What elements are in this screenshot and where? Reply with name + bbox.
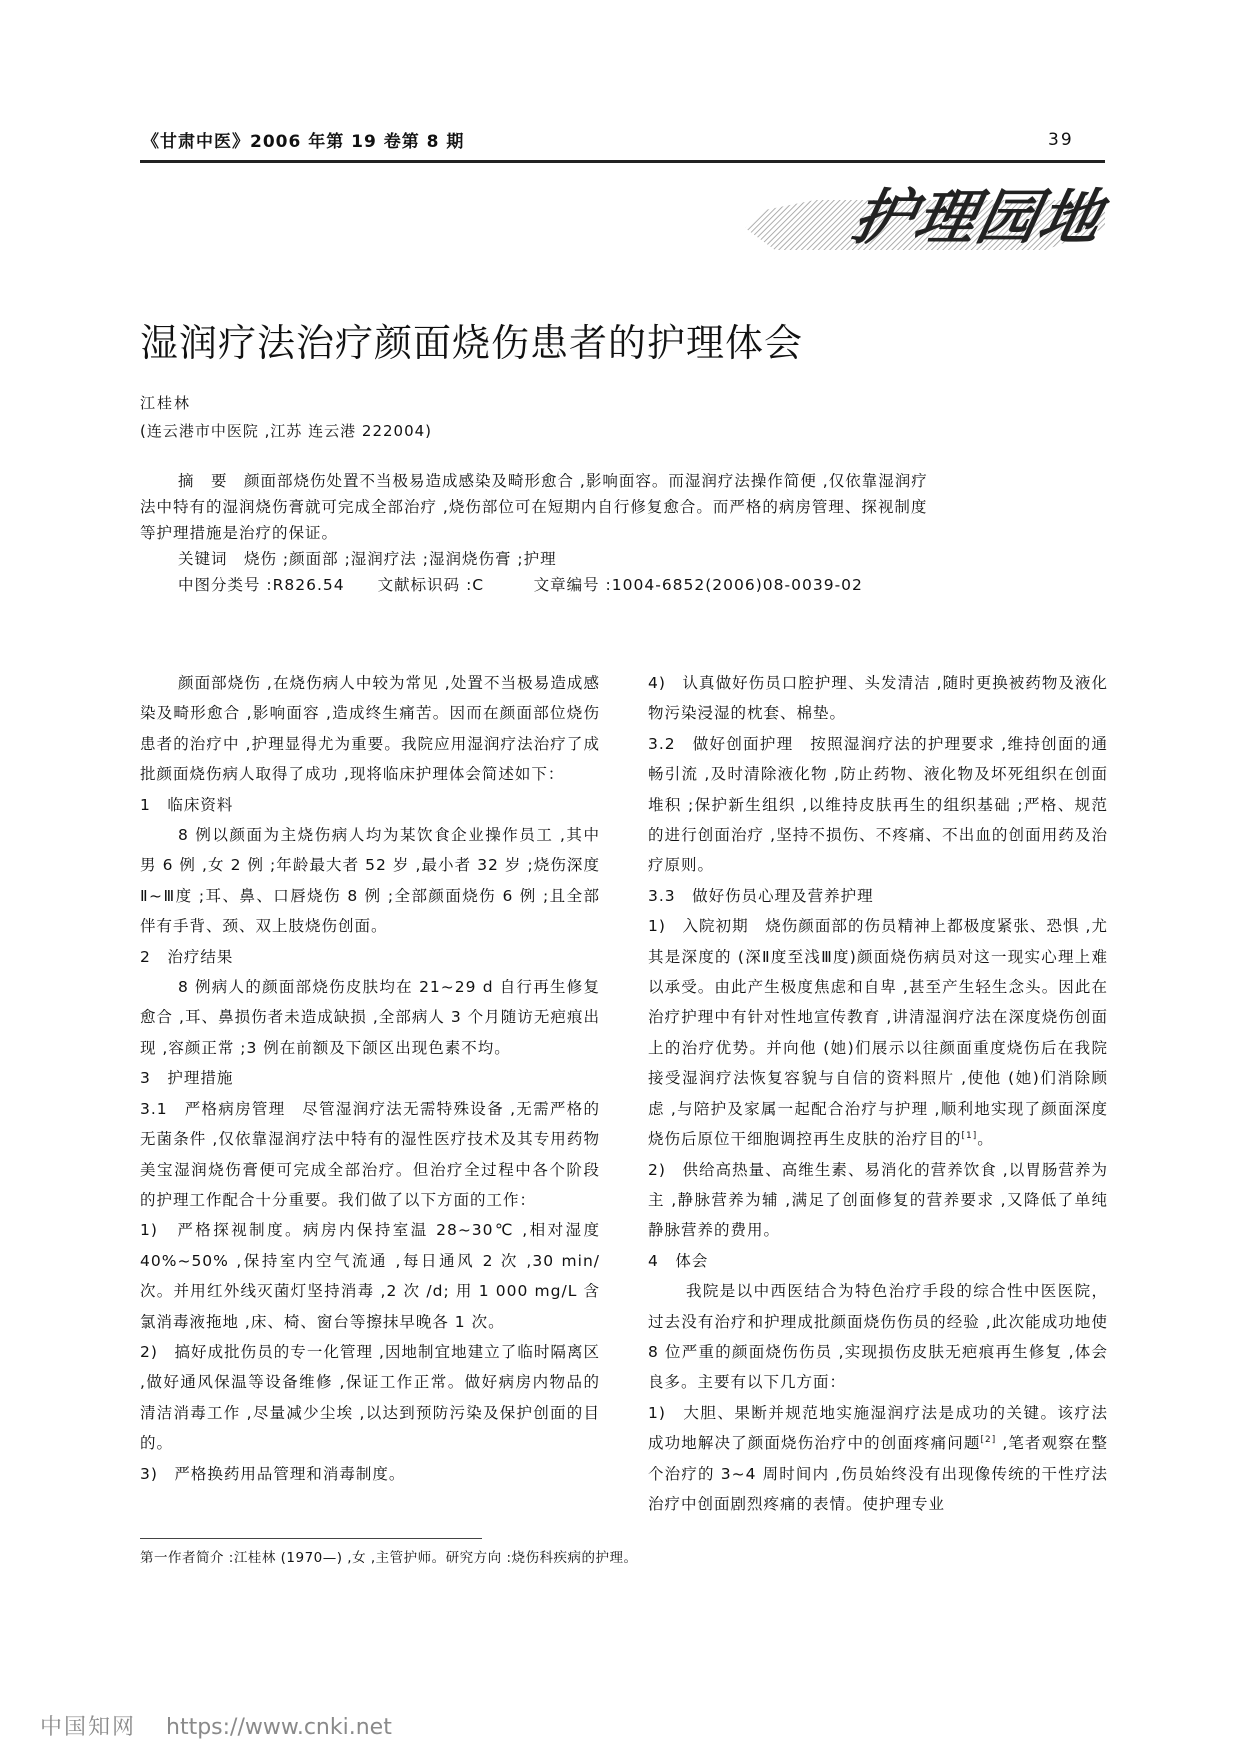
left-column <box>140 668 600 1489</box>
footnote-rule <box>140 1538 482 1539</box>
section-title: 护理园地 <box>846 183 1110 253</box>
abstract-block <box>140 468 940 598</box>
citation-ref: [1] <box>961 1130 978 1141</box>
abstract-text: 摘 要 颜面部烧伤处置不当极易造成感染及畸形愈合 ,影响面容。而湿润疗法操作简便 ,仅依靠湿润疗法中特有的湿润烧伤膏就可完成全部治疗 ,烧伤部位可在短期内自行修复愈合。而严格的病房管理、探视制度等护理措施是治疗的保证。 <box>140 472 928 542</box>
paragraph: 8 例病人的颜面部烧伤皮肤均在 21~29 d 自行再生修复愈合 ,耳、鼻损伤者未造成缺损 ,全部病人 3 个月随访无疤痕出现 ,容颜正常 ;3 例在前额及下颌区出现色素不均。 <box>140 978 600 1057</box>
page-number: 39 <box>1048 130 1074 150</box>
paragraph: 2) 供给高热量、高维生素、易消化的营养饮食 ,以胃肠营养为主 ,静脉营养为辅 ,满足了创面修复的营养要求 ,又降低了单纯静脉营养的费用。 <box>648 1160 1108 1240</box>
right-column <box>648 668 1108 1519</box>
watermark-site-name: 中国知网 <box>40 1715 137 1740</box>
section-heading: 4 体会 <box>648 1251 709 1270</box>
paragraph <box>648 1398 1108 1520</box>
watermark-url: https://www.cnki.net <box>166 1715 392 1740</box>
section-heading: 2 治疗结果 <box>140 947 234 966</box>
paragraph: 4) 认真做好伤员口腔护理、头发清洁 ,随时更换被药物及液化物污染浸湿的枕套、棉垫。 <box>648 674 1108 723</box>
header-rule <box>140 160 1105 163</box>
paragraph-end: ,笔者观察在整个治疗的 3~4 周时间内 ,伤员始终没有出现像传统的干性疗法治疗中创面剧烈疼痛的表情。使护理专业 <box>648 1434 1108 1513</box>
paragraph: 3.2 做好创面护理 按照湿润疗法的护理要求 ,维持创面的通畅引流 ,及时清除液化物 ,防止药物、液化物及坏死组织在创面堆积 ;保护新生组织 ,以维持皮肤再生的组织基础 ;严格、规范的进行创面治疗 ,坚持不损伤、不疼痛、不出血的创面用药及治疗原则。 <box>648 734 1108 875</box>
section-banner <box>745 170 1110 282</box>
article-title: 湿润疗法治疗颜面烧伤患者的护理体会 <box>140 321 804 365</box>
citation-ref: [2] <box>980 1435 997 1445</box>
section-heading: 3.3 做好伤员心理及营养护理 <box>648 886 874 905</box>
paragraph: 3) 严格换药用品管理和消毒制度。 <box>140 1464 406 1483</box>
paragraph <box>648 911 1108 1154</box>
keywords: 关键词 烧伤 ;颜面部 ;湿润疗法 ;湿润烧伤膏 ;护理 <box>178 550 557 568</box>
paragraph: 8 例以颜面为主烧伤病人均为某饮食企业操作员工 ,其中男 6 例 ,女 2 例 ;年龄最大者 52 岁 ,最小者 32 岁 ;烧伤深度Ⅱ~Ⅲ度 ;耳、鼻、口唇烧伤 8 例 ;全部颜面烧伤 6 例 ;且全部伴有手背、颈、双上肢烧伤创面。 <box>140 826 600 936</box>
section-heading: 3 护理措施 <box>140 1069 234 1088</box>
paragraph: 颜面部烧伤 ,在烧伤病人中较为常见 ,处置不当极易造成感染及畸形愈合 ,影响面容 ,造成终生痛苦。因而在颜面部位烧伤患者的治疗中 ,护理显得尤为重要。我院应用湿润疗法治疗了成批颜面烧伤病人取得了成功 ,现将临床护理体会简述如下： <box>140 674 600 784</box>
author-affiliation: (连云港市中医院 ,江苏 连云港 222004) <box>140 422 433 440</box>
paragraph: 3.1 严格病房管理 尽管湿润疗法无需特殊设备 ,无需严格的无菌条件 ,仅依靠湿润疗法中特有的湿性医疗技术及其专用药物美宝湿润烧伤膏便可完成全部治疗。但治疗全过程中各个阶段的护理工作配合十分重要。我们做了以下方面的工作： <box>140 1099 600 1209</box>
paragraph-text: 1) 入院初期 烧伤颜面部的伤员精神上都极度紧张、恐惧 ,尤其是深度的 (深Ⅱ度至浅Ⅲ度)颜面烧伤病员对这一现实心理上难以承受。由此产生极度焦虑和自卑 ,甚至产生轻生念头。因此在治疗护理中有针对性地宣传教育 ,讲清湿润疗法在深度烧伤创面上的治疗优势。并向他 (她)们展示以往颜面重度烧伤后在我院接受湿润疗法恢复容貌与自信的资料照片 ,使他 (她)们消除顾虑 ,与陪护及家属一起配合治疗与护理 ,顺利地实现了颜面深度烧伤后原位干细胞调控再生皮肤的治疗目的 <box>648 917 1108 1149</box>
paragraph-text: 1) 大胆、果断并规范地实施湿润疗法是成功的关键。该疗法成功地解决了颜面烧伤治疗中的创面疼痛问题 <box>648 1403 1108 1453</box>
paragraph-end: 。 <box>977 1130 994 1149</box>
author-name: 江桂林 <box>140 394 192 412</box>
classification-line: 中图分类号 :R826.54 文献标识码 :C 文章编号 :1004-6852(2006)08-0039-02 <box>178 576 863 594</box>
author-footnote: 第一作者简介 :江桂林 (1970—) ,女 ,主管护师。研究方向 :烧伤科疾病的护理。 <box>140 1550 638 1566</box>
paragraph: 1) 严格探视制度。病房内保持室温 28~30℃ ,相对湿度 40%~50% ,保持室内空气流通 ,每日通风 2 次 ,30 min/次。并用红外线灭菌灯坚持消毒 ,2 次 /d; 用 1 000 mg/L 含氯消毒液拖地 ,床、椅、窗台等擦抹早晚各 1 次。 <box>140 1221 600 1331</box>
section-heading: 1 临床资料 <box>140 795 234 814</box>
paragraph: 2) 搞好成批伤员的专一化管理 ,因地制宜地建立了临时隔离区 ,做好通风保温等设备维修 ,保证工作正常。做好病房内物品的清洁消毒工作 ,尽量减少尘埃 ,以达到预防污染及保护创面的目的。 <box>140 1342 600 1453</box>
site-watermark <box>40 1710 392 1741</box>
journal-header: 《甘肃中医》2006 年第 19 卷第 8 期 <box>142 132 465 152</box>
paragraph: 我院是以中西医结合为特色治疗手段的综合性中医医院，过去没有治疗和护理成批颜面烧伤伤员的经验 ,此次能成功地使 8 位严重的颜面烧伤伤员 ,实现损伤皮肤无疤痕再生修复 ,体会良多。主要有以下几方面： <box>648 1282 1108 1392</box>
